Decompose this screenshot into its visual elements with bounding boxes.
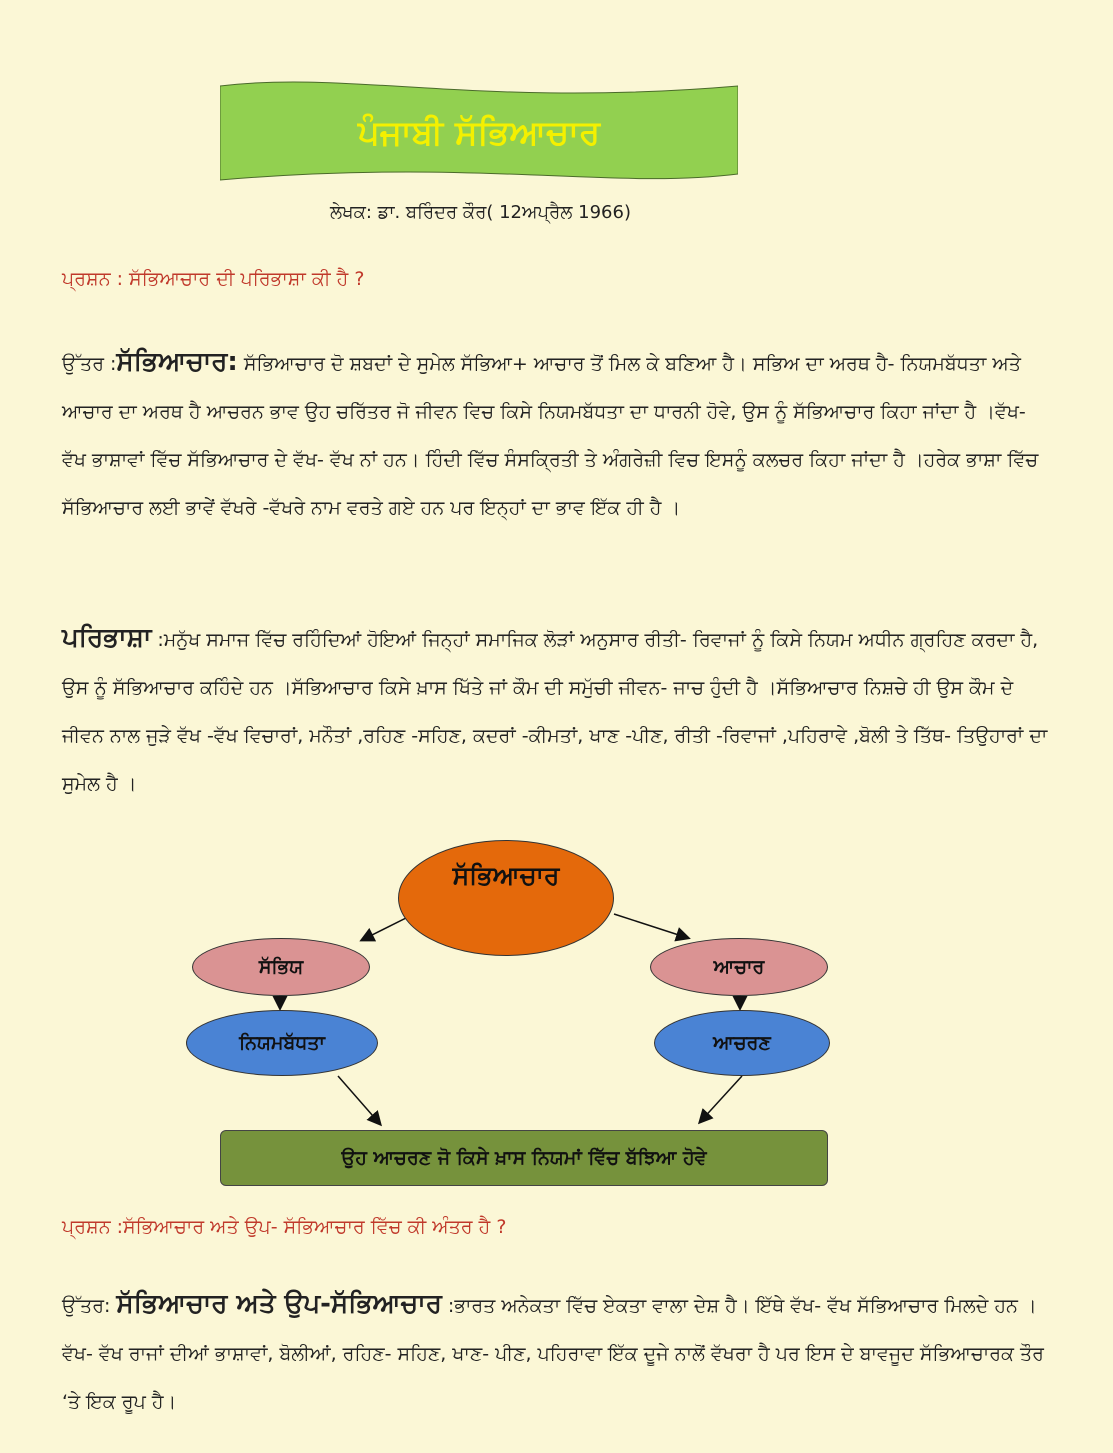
node-niyambadhta: ਨਿਯਮਬੱਧਤਾ — [186, 1010, 378, 1076]
node-sabhiy: ਸੱਭਿਯ — [192, 938, 370, 996]
definition-heading: ਪਰਿਭਾਸ਼ਾ — [62, 623, 152, 653]
definition-text: :ਮਨੁੱਖ ਸਮਾਜ ਵਿੱਚ ਰਹਿੰਦਿਆਂ ਹੋਇਆਂ ਜਿਨ੍ਹਾਂ ਸਮਾਜਿਕ ਲੋੜਾਂ ਅਨੁਸਾਰ ਰੀਤੀ- ਰਿਵਾਜਾਂ ਨੂੰ ਕਿਸੇ ਨਿਯਮ ਅਧੀਨ ਗ੍ਰਹਿਣ ਕਰਦਾ ਹੈ, ਉਸ ਨੂੰ ਸੱਭਿਆਚਾਰ ਕਹਿੰਦੇ ਹਨ ।ਸੱਭਿਆਚਾਰ ਕਿਸੇ ਖ਼ਾਸ ਖਿੱਤੇ ਜਾਂ ਕੌਮ ਦੀ ਸਮੁੱਚੀ ਜੀਵਨ- ਜਾਚ ਹੁੰਦੀ ਹੈ ।ਸੱਭਿਆਚਾਰ ਨਿਸ਼ਚੇ ਹੀ ਉਸ ਕੌਮ ਦੇ ਜੀਵਨ ਨਾਲ ਜੁੜੇ ਵੱਖ -ਵੱਖ ਵਿਚਾਰਾਂ, ਮਨੌਤਾਂ ,ਰਹਿਣ -ਸਹਿਣ, ਕਦਰਾਂ -ਕੀਮਤਾਂ, ਖਾਣ -ਪੀਣ, ਰੀਤੀ -ਰਿਵਾਜਾਂ ,ਪਹਿਰਾਵੇ ,ਬੋਲੀ ਤੇ ਤਿੱਥ- ਤਿਉਹਾਰਾਂ ਦਾ ਸੁਮੇਲ ਹੈ । — [62, 629, 1048, 795]
answer-1-text: ਸੱਭਿਆਚਾਰ ਦੋ ਸ਼ਬਦਾਂ ਦੇ ਸੁਮੇਲ ਸੱਭਿਆ+ ਆਚਾਰ ਤੋਂ ਮਿਲ ਕੇ ਬਣਿਆ ਹੈ। ਸਭਿਅ ਦਾ ਅਰਥ ਹੈ- ਨਿਯਮਬੱਧਤਾ ਅਤੇ ਆਚਾਰ ਦਾ ਅਰਥ ਹੈ ਆਚਰਨ ਭਾਵ ਉਹ ਚਰਿੱਤਰ ਜੋ ਜੀਵਨ ਵਿਚ ਕਿਸੇ ਨਿਯਮਬੱਧਤਾ ਦਾ ਧਾਰਨੀ ਹੋਵੇ, ਉਸ ਨੂੰ ਸੱਭਿਆਚਾਰ ਕਿਹਾ ਜਾਂਦਾ ਹੈ ।ਵੱਖ- ਵੱਖ ਭਾਸ਼ਾਵਾਂ ਵਿੱਚ ਸੱਭਿਆਚਾਰ ਦੇ ਵੱਖ- ਵੱਖ ਨਾਂ ਹਨ। ਹਿੰਦੀ ਵਿੱਚ ਸੰਸਕ੍ਰਿਤੀ ਤੇ ਅੰਗਰੇਜ਼ੀ ਵਿਚ ਇਸਨੂੰ ਕਲਚਰ ਕਿਹਾ ਜਾਂਦਾ ਹੈ ।ਹਰੇਕ ਭਾਸ਼ਾ ਵਿੱਚ ਸੱਭਿਆਚਾਰ ਲਈ ਭਾਵੇਂ ਵੱਖਰੇ -ਵੱਖਰੇ ਨਾਮ ਵਰਤੇ ਗਏ ਹਨ ਪਰ ਇਨ੍ਹਾਂ ਦਾ ਭਾਵ ਇੱਕ ਹੀ ਹੈ । — [62, 353, 1039, 519]
node-culture: ਸੱਭਿਆਚਾਰ — [398, 840, 614, 956]
answer-1 — [62, 338, 1052, 532]
question-2: ਪ੍ਰਸ਼ਨ :ਸੱਭਿਆਚਾਰ ਅਤੇ ਉਪ- ਸੱਭਿਆਚਾਰ ਵਿੱਚ ਕੀ ਅੰਤਰ ਹੈ ? — [62, 1216, 507, 1238]
arrow-right-result — [700, 1076, 742, 1122]
definition-paragraph — [62, 614, 1052, 808]
answer-2-heading: ਸੱਭਿਆਚਾਰ ਅਤੇ ਉਪ-ਸੱਭਿਆਚਾਰ — [116, 1289, 442, 1319]
answer-2-text: :ਭਾਰਤ ਅਨੇਕਤਾ ਵਿੱਚ ਏਕਤਾ ਵਾਲਾ ਦੇਸ਼ ਹੈ। ਇੱਥੇ ਵੱਖ- ਵੱਖ ਸੱਭਿਆਚਾਰ ਮਿਲਦੇ ਹਨ ।ਵੱਖ- ਵੱਖ ਰਾਜਾਂ ਦੀਆਂ ਭਾਸ਼ਾਵਾਂ, ਬੋਲੀਆਂ, ਰਹਿਣ- ਸਹਿਣ, ਖਾਣ- ਪੀਣ, ਪਹਿਰਾਵਾ ਇੱਕ ਦੂਜੇ ਨਾਲੋਂ ਵੱਖਰਾ ਹੈ ਪਰ ਇਸ ਦੇ ਬਾਵਜੂਦ ਸੱਭਿਆਚਾਰਕ ਤੌਰ ‘ਤੇ ਇਕ ਰੂਪ ਹੈ। — [62, 1295, 1044, 1413]
node-achar: ਆਚਾਰ — [650, 938, 828, 996]
answer-2-prefix: ਉੱਤਰ: — [62, 1295, 117, 1317]
answer-1-prefix: ਉੱਤਰ : — [62, 353, 117, 375]
answer-1-heading: ਸੱਭਿਆਚਾਰ: — [116, 347, 238, 377]
author-line: ਲੇਖਕ: ਡਾ. ਬਰਿੰਦਰ ਕੌਰ( 12ਅਪ੍ਰੈਲ 1966) — [330, 202, 631, 223]
page-title: ਪੰਜਾਬੀ ਸੱਭਿਆਚਾਰ — [357, 113, 601, 153]
title-banner — [220, 78, 738, 188]
question-1: ਪ੍ਰਸ਼ਨ : ਸੱਭਿਆਚਾਰ ਦੀ ਪਰਿਭਾਸ਼ਾ ਕੀ ਹੈ ? — [62, 268, 365, 290]
node-result: ਉਹ ਆਚਰਣ ਜੋ ਕਿਸੇ ਖ਼ਾਸ ਨਿਯਮਾਂ ਵਿੱਚ ਬੱਝਿਆ ਹੋਵੇ — [220, 1130, 828, 1186]
arrow-left-result — [338, 1076, 380, 1124]
concept-diagram — [180, 830, 880, 1200]
arrow-center-right — [614, 914, 688, 938]
node-achran: ਆਚਰਣ — [654, 1010, 830, 1076]
answer-2 — [62, 1280, 1052, 1426]
